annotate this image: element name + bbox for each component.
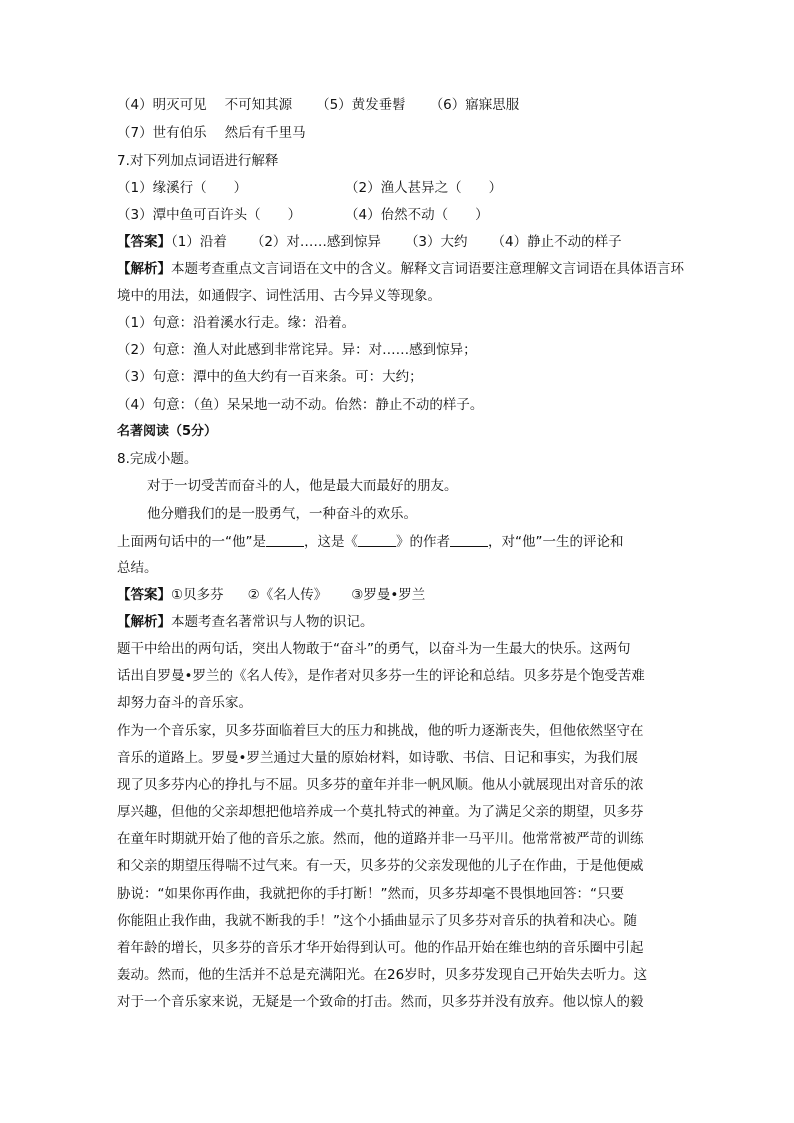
q8-analysis-line: 音乐的道路上。罗曼•罗兰通过大量的原始材料，如诗歌、书信、日记和事实，为我们展 [117,750,638,766]
q7-explanation-4: （4）句意：（鱼）呆呆地一动不动。佁然：静止不动的样子。 [117,397,484,413]
q8-analysis-line: 对于一个音乐家来说，无疑是一个致命的打击。然而，贝多芬并没有放弃。他以惊人的毅 [117,994,644,1010]
analysis-tag: 【解析】 [117,614,171,630]
answer-blank-2[interactable] [358,532,396,547]
q8-analysis-line: 在童年时期就开始了他的音乐之旅。然而，他的道路并非一马平川。他常常被严苛的训练 [117,831,644,847]
q8-title: 8.完成小题。 [117,451,198,467]
q8-answer-3: ③罗曼•罗兰 [351,587,426,603]
q8-analysis-line: 却努力奋斗的音乐家。 [117,695,252,711]
q8-analysis-first-text: 本题考查名著常识与人物的识记。 [171,614,374,630]
q8-prompt-c: 》的作者 [396,534,450,550]
q6-items-line1 [117,96,677,114]
q8-quote-1: 对于一切受苦而奋斗的人，他是最大而最好的朋友。 [147,478,458,494]
answer-tag: 【答案】 [117,234,171,250]
q6-item-4-b: 不可知其源 [224,97,293,113]
q8-prompt-a: 上面两句话中的一“他”是 [117,534,266,550]
q8-analysis-line: 现了贝多芬内心的挣扎与不屈。贝多芬的童年并非一帆风顺。他从小就展现出对音乐的浓 [117,777,644,793]
q6-item-4: （4）明灭可见 [117,97,207,113]
q8-answer-1: ①贝多芬 [171,587,224,603]
q7-analysis-line2: 境中的用法，如通假字、词性活用、古今异义等现象。 [117,288,441,304]
q7-answer-3: （3）大约 [404,234,468,250]
answer-blank-3[interactable] [450,532,488,547]
q8-prompt-b: ，这是《 [304,534,358,550]
q8-answer-2: ②《名人传》 [247,587,328,603]
q8-analysis-line: 和父亲的期望压得喘不过气来。有一天，贝多芬的父亲发现他的儿子在作曲，于是他便威 [117,858,644,874]
q7-answer [117,233,677,251]
q6-item-7: （7）世有伯乐 [117,125,207,141]
q8-answer [117,586,677,604]
q7-explanation-1: （1）句意：沿着溪水行走。缘：沿着。 [117,315,356,331]
q7-answer-2: （2）对……感到惊异 [250,234,381,250]
q8-analysis-line: 话出自罗曼•罗兰的《名人传》，是作者对贝多芬一生的评论和总结。贝多芬是个饱受苦难 [117,668,645,684]
q7-answer-1: （1）沿着 [171,234,227,250]
q7-row2 [117,206,677,224]
section-title: 名著阅读（5分） [117,424,218,439]
q8-analysis-line: 胁说：“如果你再作曲，我就把你的手打断！”然而，贝多芬却毫不畏惧地回答：“只要 [117,886,624,902]
q7-item-1: （1）缘溪行（ ） [117,180,248,196]
q7-item-4: （4）佁然不动（ ） [345,207,489,223]
answer-tag: 【答案】 [117,587,171,603]
q8-analysis-first [117,613,677,631]
q8-analysis-line: 题干中给出的两句话，突出人物敢于“奋斗”的勇气，以奋斗为一生最大的快乐。这两句 [117,641,631,657]
q8-prompt-d: ，对“他”一生的评论和 [488,534,624,550]
q7-explanation-3: （3）句意：潭中的鱼大约有一百来条。可：大约； [117,369,423,385]
q7-explanation-2: （2）句意：渔人对此感到非常诧异。异：对……感到惊异； [117,342,477,358]
q8-analysis-line: 轰动。然而，他的生活并不总是充满阳光。在26岁时，贝多芬发现自己开始失去听力。这 [117,967,648,983]
q7-title: 7.对下列加点词语进行解释 [117,153,279,169]
q6-item-7-b: 然后有千里马 [224,125,306,141]
q7-answer-4: （4）静止不动的样子 [491,234,622,250]
q6-item-6: （6）寤寐思服 [429,97,520,113]
q8-prompt [117,532,677,551]
q8-prompt-line2: 总结。 [117,560,158,576]
q7-row1 [117,179,677,197]
q8-analysis-line: 作为一个音乐家，贝多芬面临着巨大的压力和挑战，他的听力逐渐丧失，但他依然坚守在 [117,723,644,739]
q8-analysis-line: 厚兴趣，但他的父亲却想把他培养成一个莫扎特式的神童。为了满足父亲的期望，贝多芬 [117,804,644,820]
q6-items-line2 [117,124,677,142]
answer-blank-1[interactable] [266,532,304,547]
q7-analysis-line1 [117,260,684,278]
q8-quote-2: 他分赠我们的是一股勇气，一种奋斗的欢乐。 [147,506,417,522]
q6-item-5: （5）黄发垂髫 [316,97,406,113]
q8-analysis-line: 你能阻止我作曲，我就不断我的手！”这个小插曲显示了贝多芬对音乐的执着和决心。随 [117,913,637,929]
q7-analysis-text: 本题考查重点文言词语在文中的含义。解释文言词语要注意理解文言词语在具体语言环 [171,261,684,277]
q7-item-2: （2）渔人甚异之（ ） [345,180,503,196]
q8-analysis-line: 着年龄的增长，贝多芬的音乐才华开始得到认可。他的作品开始在维也纳的音乐圈中引起 [117,940,644,956]
q7-item-3: （3）潭中鱼可百许头（ ） [117,207,302,223]
analysis-tag: 【解析】 [117,261,171,277]
